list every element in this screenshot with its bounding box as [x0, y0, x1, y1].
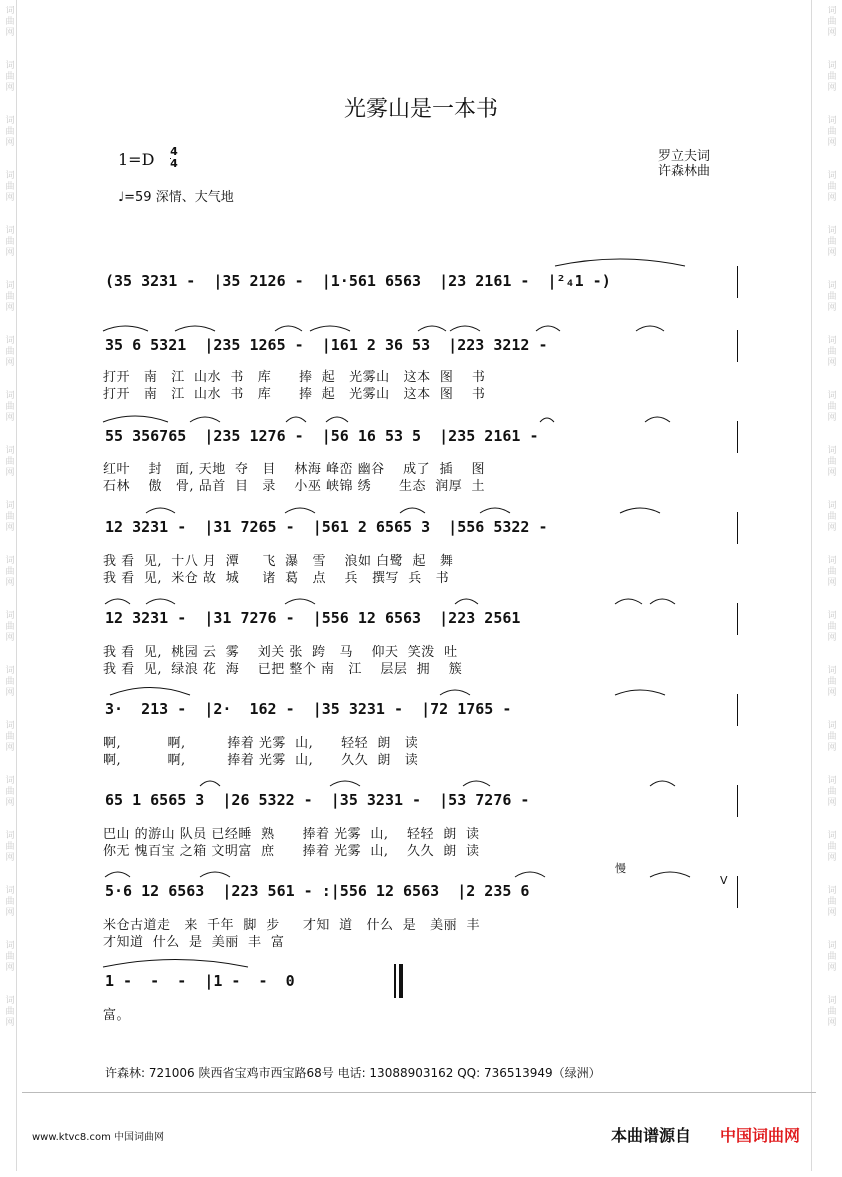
lyric-verse-1: 我 看 见, 桃园 云 雾 刘关 张 跨 马 仰天 笑泼 吐 [103, 645, 458, 660]
lyric-verse-2: 我 看 见, 绿浪 花 海 已把 整个 南 江 层层 拥 簇 [103, 662, 463, 677]
composer-credit: 许森林曲 [658, 164, 711, 179]
slur [105, 872, 130, 877]
slur [103, 960, 248, 968]
slur [310, 326, 350, 331]
notation-line: (35 3231 - |35 2126 - |1·561 6563 |23 2161 - |²₄1 -) [105, 272, 611, 290]
slur [555, 259, 685, 266]
slur [330, 781, 360, 786]
slur [146, 599, 175, 604]
slur [200, 872, 230, 877]
meter-bottom: 4 [170, 157, 178, 170]
notation-line: 1 - - - |1 - - 0 [105, 972, 295, 990]
slur [650, 872, 690, 877]
song-title: 光雾山是一本书 [343, 97, 498, 122]
slur [636, 326, 664, 331]
slur [645, 417, 670, 422]
slur [480, 508, 510, 513]
lyric-verse-1: 富。 [103, 1008, 131, 1023]
lyric-verse-2: 才知道 什么 是 美丽 丰 富 [103, 935, 285, 950]
lyricist-credit: 罗立夫词 [658, 149, 711, 164]
slur [110, 688, 190, 696]
notation-line: 55 356765 |235 1276 - |56 16 53 5 |235 2161 - [105, 427, 539, 445]
slur [450, 326, 480, 331]
lyric-verse-1: 我 看 见, 十八 月 潭 飞 瀑 雪 浪如 白鹭 起 舞 [103, 554, 454, 569]
composer-contact: 许森林: 721006 陕西省宝鸡市西宝路68号 电话: 13088903162 QQ: 736513949（绿洲） [105, 1066, 601, 1080]
lyric-verse-2: 你无 愧百宝 之箱 文明富 庶 捧着 光雾 山, 久久 朗 读 [103, 844, 480, 859]
slur [190, 417, 220, 422]
notation-line: 35 6 5321 |235 1265 - |161 2 36 53 |223 3212 - [105, 336, 548, 354]
slur [200, 781, 220, 786]
footer-divider [22, 1092, 816, 1093]
side-watermark-left: 词 曲 网 词 曲 网 词 曲 网 词 曲 网 词 曲 网 词 曲 网 词 曲 网 词 曲 网 词 曲 网 词 曲 网 词 曲 网 词 曲 网 词 曲 网 词 曲 网 词 曲 网 词 曲 网 词 曲 网 词 曲 网 词 曲 网 [5, 6, 15, 1028]
side-watermark-right: 词 曲 网 词 曲 网 词 曲 网 词 曲 网 词 曲 网 词 曲 网 词 曲 网 词 曲 网 词 曲 网 词 曲 网 词 曲 网 词 曲 网 词 曲 网 词 曲 网 词 曲 网 词 曲 网 词 曲 网 词 曲 网 词 曲 网 [827, 6, 837, 1028]
notation-line: 12 3231 - |31 7276 - |556 12 6563 |223 2561 [105, 609, 521, 627]
brand-logo-text[interactable]: 中国词曲网 [720, 1126, 801, 1145]
slur [105, 599, 130, 604]
slur [615, 690, 665, 695]
lyric-verse-1: 米仓古道走 来 千年 脚 步 才知 道 什么 是 美丽 丰 [103, 918, 480, 933]
tempo-slow-mark: 慢 [615, 862, 626, 875]
source-label: 本曲谱源自 [611, 1126, 692, 1145]
slur [286, 417, 306, 422]
lyric-verse-1: 啊, 啊, 捧着 光雾 山, 轻轻 朗 读 [103, 736, 419, 751]
slur [103, 326, 148, 331]
slur [620, 508, 660, 513]
slur [285, 599, 315, 604]
notation-line: 65 1 6565 3 |26 5322 - |35 3231 - |53 7276 - [105, 791, 530, 809]
slur [536, 326, 560, 331]
key-signature: 1=D [118, 150, 155, 169]
slur [175, 326, 215, 331]
lyric-verse-1: 红叶 封 面, 天地 夺 目 林海 峰峦 幽谷 成了 插 图 [103, 462, 485, 477]
slur [275, 326, 302, 331]
slur [650, 781, 675, 786]
notation-line: 5·6 12 6563 |223 561 - :|556 12 6563 |2 235 6 [105, 882, 530, 900]
slur [146, 508, 175, 513]
slur [418, 326, 446, 331]
lyric-verse-1: 巴山 的游山 队员 已经睡 熟 捧着 光雾 山, 轻轻 朗 读 [103, 827, 480, 842]
lyric-verse-2: 石林 傲 骨, 品首 目 录 小巫 峡锦 绣 生态 润厚 土 [103, 479, 485, 494]
lyric-verse-2: 啊, 啊, 捧着 光雾 山, 久久 朗 读 [103, 753, 419, 768]
notation-line: 12 3231 - |31 7265 - |561 2 6565 3 |556 5322 - [105, 518, 548, 536]
lyric-verse-2: 打开 南 江 山水 书 库 捧 起 光雾山 这本 图 书 [103, 387, 486, 402]
slur [326, 417, 348, 422]
breath-mark: V [720, 874, 728, 887]
slur [400, 508, 425, 513]
slur [540, 418, 554, 422]
slur [515, 872, 545, 877]
slur [650, 599, 675, 604]
lyric-verse-2: 我 看 见, 米仓 故 城 诸 葛 点 兵 撰写 兵 书 [103, 571, 450, 586]
slur [463, 781, 490, 786]
lyric-verse-1: 打开 南 江 山水 书 库 捧 起 光雾山 这本 图 书 [103, 370, 486, 385]
tempo-marking: ♩=59 深情、大气地 [118, 190, 234, 205]
slur [615, 599, 642, 604]
notation-line: 3· 213 - |2· 162 - |35 3231 - |72 1765 - [105, 700, 512, 718]
site-url[interactable]: www.ktvc8.com 中国词曲网 [32, 1132, 165, 1143]
slur [285, 508, 315, 513]
slur [455, 599, 478, 604]
meter-top: 4 [170, 145, 178, 158]
slur [103, 416, 168, 422]
slur [440, 690, 470, 695]
